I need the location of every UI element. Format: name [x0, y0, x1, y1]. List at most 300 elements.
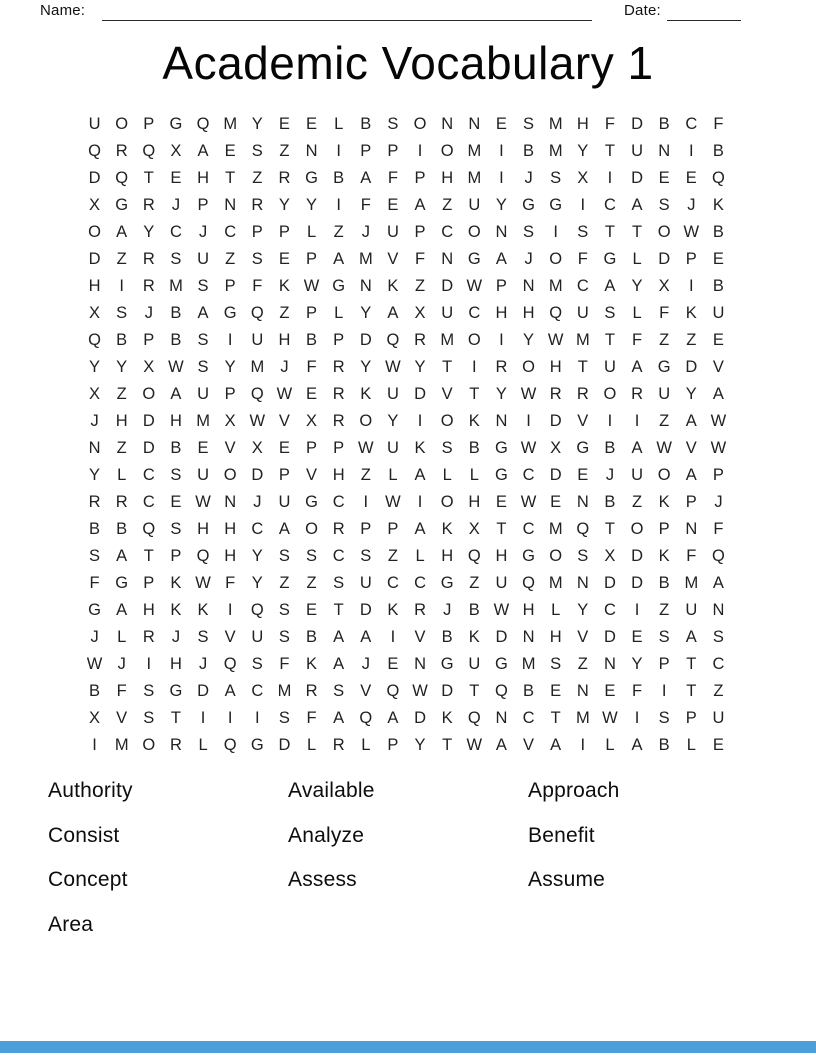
- grid-letter: E: [550, 682, 562, 700]
- grid-letter: H: [441, 169, 454, 187]
- grid-letter: L: [198, 736, 208, 754]
- grid-letter: P: [306, 439, 318, 457]
- grid-letter: L: [117, 466, 127, 484]
- grid-letter: M: [575, 709, 590, 727]
- grid-letter: G: [522, 547, 535, 565]
- grid-letter: H: [197, 169, 210, 187]
- grid-letter: N: [495, 223, 508, 241]
- grid-letter: R: [115, 493, 128, 511]
- grid-letter: H: [224, 547, 237, 565]
- grid-letter: U: [712, 304, 725, 322]
- grid-letter: I: [472, 358, 477, 376]
- grid-letter: I: [607, 169, 613, 187]
- grid-letter: M: [467, 169, 482, 187]
- grid-letter: M: [358, 250, 373, 268]
- grid-letter: W: [385, 358, 401, 376]
- grid-letter: Y: [495, 385, 507, 403]
- grid-letter: N: [685, 520, 698, 538]
- grid-letter: Q: [196, 547, 210, 565]
- grid-letter: A: [414, 466, 426, 484]
- grid-letter: I: [390, 628, 396, 646]
- grid-letter: X: [89, 304, 101, 322]
- grid-letter: P: [658, 655, 670, 673]
- grid-letter: Y: [224, 358, 236, 376]
- grid-letter: Q: [495, 682, 508, 700]
- word-list-item: Benefit: [528, 823, 595, 847]
- grid-letter: Z: [252, 169, 263, 187]
- grid-letter: U: [278, 493, 291, 511]
- grid-letter: I: [92, 736, 97, 754]
- grid-letter: B: [333, 169, 345, 187]
- grid-letter: S: [197, 277, 209, 295]
- grid-letter: C: [414, 574, 427, 592]
- grid-letter: E: [550, 493, 562, 511]
- grid-letter: L: [361, 736, 371, 754]
- grid-letter: A: [170, 385, 182, 403]
- grid-letter: A: [685, 412, 697, 430]
- grid-letter: M: [548, 277, 563, 295]
- grid-letter: Z: [659, 331, 670, 349]
- grid-letter: U: [386, 385, 399, 403]
- grid-letter: C: [603, 196, 616, 214]
- grid-letter: Q: [223, 655, 237, 673]
- grid-letter: D: [251, 466, 264, 484]
- grid-letter: E: [306, 385, 318, 403]
- grid-letter: A: [631, 736, 643, 754]
- grid-letter: E: [495, 493, 507, 511]
- grid-letter: P: [143, 115, 155, 133]
- grid-letter: P: [387, 520, 399, 538]
- grid-letter: B: [441, 628, 453, 646]
- grid-letter: M: [277, 682, 292, 700]
- grid-letter: B: [170, 331, 182, 349]
- grid-letter: S: [333, 574, 345, 592]
- grid-letter: G: [115, 196, 129, 214]
- grid-letter: F: [632, 331, 643, 349]
- grid-letter: G: [467, 250, 481, 268]
- word-list-column: [288, 779, 528, 913]
- grid-letter: Z: [659, 412, 670, 430]
- grid-letter: V: [278, 412, 290, 430]
- grid-letter: D: [142, 412, 155, 430]
- word-search-grid: [81, 111, 732, 759]
- grid-letter: D: [631, 574, 644, 592]
- grid-letter: B: [170, 439, 182, 457]
- grid-letter: T: [170, 709, 181, 727]
- grid-letter: E: [685, 169, 697, 187]
- grid-letter: S: [278, 628, 290, 646]
- grid-letter: U: [468, 196, 481, 214]
- grid-letter: P: [170, 547, 182, 565]
- grid-letter: S: [278, 547, 290, 565]
- grid-letter: J: [524, 169, 533, 187]
- grid-letter: S: [143, 682, 155, 700]
- grid-letter: R: [142, 628, 155, 646]
- grid-letter: Z: [387, 547, 398, 565]
- grid-letter: Q: [88, 142, 101, 160]
- grid-letter: E: [577, 466, 589, 484]
- grid-letter: D: [631, 169, 644, 187]
- grid-letter: L: [117, 628, 127, 646]
- grid-letter: K: [685, 304, 697, 322]
- grid-letter: A: [333, 655, 345, 673]
- grid-letter: F: [116, 682, 127, 700]
- grid-letter: U: [658, 385, 671, 403]
- grid-letter: V: [712, 358, 724, 376]
- grid-letter: P: [224, 385, 236, 403]
- grid-letter: G: [250, 736, 264, 754]
- grid-letter: G: [549, 196, 563, 214]
- grid-letter: B: [523, 682, 535, 700]
- grid-letter: D: [142, 439, 155, 457]
- grid-letter: T: [143, 547, 154, 565]
- grid-letter: S: [143, 709, 155, 727]
- grid-letter: M: [440, 331, 455, 349]
- grid-letter: U: [386, 439, 399, 457]
- grid-letter: I: [580, 196, 586, 214]
- grid-letter: X: [468, 520, 480, 538]
- grid-letter: C: [522, 709, 535, 727]
- grid-letter: A: [712, 574, 724, 592]
- grid-letter: N: [576, 493, 589, 511]
- grid-letter: H: [142, 601, 155, 619]
- grid-letter: R: [414, 601, 427, 619]
- grid-letter: V: [685, 439, 697, 457]
- grid-letter: O: [467, 223, 481, 241]
- grid-letter: X: [89, 196, 101, 214]
- grid-letter: E: [712, 736, 724, 754]
- grid-letter: H: [549, 358, 562, 376]
- grid-letter: W: [656, 439, 672, 457]
- grid-letter: S: [577, 547, 589, 565]
- grid-letter: I: [336, 196, 341, 214]
- grid-letter: T: [604, 331, 615, 349]
- grid-letter: G: [169, 115, 183, 133]
- grid-letter: S: [387, 115, 399, 133]
- grid-letter: N: [522, 277, 535, 295]
- grid-letter: T: [143, 169, 154, 187]
- grid-letter: B: [306, 628, 318, 646]
- grid-letter: G: [440, 574, 454, 592]
- grid-letter: O: [223, 466, 237, 484]
- grid-letter: A: [550, 736, 562, 754]
- grid-letter: T: [225, 169, 236, 187]
- grid-letter: E: [712, 250, 724, 268]
- grid-letter: A: [116, 547, 128, 565]
- grid-letter: U: [386, 223, 399, 241]
- grid-letter: Z: [577, 655, 588, 673]
- grid-letter: D: [685, 358, 698, 376]
- grid-letter: D: [658, 250, 671, 268]
- grid-letter: Z: [333, 223, 344, 241]
- grid-letter: Y: [278, 196, 290, 214]
- grid-letter: P: [685, 709, 697, 727]
- grid-letter: Q: [712, 169, 725, 187]
- grid-letter: N: [468, 115, 481, 133]
- grid-letter: W: [412, 682, 428, 700]
- grid-letter: A: [495, 250, 507, 268]
- grid-letter: R: [332, 736, 345, 754]
- grid-letter: S: [360, 547, 372, 565]
- grid-letter: Q: [467, 709, 481, 727]
- grid-letter: G: [169, 682, 183, 700]
- grid-letter: Y: [577, 142, 589, 160]
- grid-letter: A: [116, 601, 128, 619]
- name-blank-line: [102, 20, 592, 21]
- grid-letter: F: [306, 709, 317, 727]
- grid-letter: W: [547, 331, 564, 349]
- grid-letter: O: [440, 142, 454, 160]
- grid-letter: I: [499, 142, 504, 160]
- grid-letter: D: [359, 601, 372, 619]
- grid-letter: E: [306, 601, 318, 619]
- grid-letter: H: [576, 115, 589, 133]
- grid-letter: O: [467, 331, 481, 349]
- grid-letter: M: [548, 115, 563, 133]
- grid-letter: A: [278, 520, 290, 538]
- grid-letter: Y: [251, 115, 263, 133]
- grid-letter: G: [495, 466, 508, 484]
- grid-letter: I: [607, 412, 613, 430]
- grid-letter: E: [658, 169, 670, 187]
- grid-letter: C: [142, 466, 155, 484]
- grid-letter: S: [197, 331, 209, 349]
- grid-letter: X: [89, 385, 101, 403]
- grid-letter: W: [385, 493, 401, 511]
- grid-letter: S: [197, 358, 209, 376]
- grid-letter: B: [170, 304, 182, 322]
- grid-letter: T: [333, 601, 344, 619]
- grid-letter: G: [115, 574, 129, 592]
- grid-letter: U: [441, 304, 454, 322]
- grid-letter: B: [604, 493, 616, 511]
- grid-letter: N: [658, 142, 671, 160]
- word-list-item: Approach: [528, 779, 620, 802]
- grid-letter: P: [712, 466, 724, 484]
- grid-letter: N: [522, 628, 535, 646]
- grid-letter: F: [306, 358, 317, 376]
- grid-letter: A: [333, 250, 345, 268]
- grid-letter: V: [523, 736, 535, 754]
- grid-letter: N: [495, 412, 508, 430]
- grid-letter: Q: [386, 682, 400, 700]
- grid-letter: Y: [306, 196, 318, 214]
- grid-letter: A: [631, 439, 643, 457]
- grid-letter: Q: [250, 385, 264, 403]
- grid-letter: K: [387, 601, 399, 619]
- grid-letter: C: [603, 601, 616, 619]
- grid-letter: I: [227, 601, 233, 619]
- grid-letter: M: [684, 574, 699, 592]
- grid-letter: D: [278, 736, 291, 754]
- grid-letter: A: [631, 196, 643, 214]
- grid-letter: W: [86, 655, 103, 673]
- grid-letter: W: [358, 439, 374, 457]
- grid-letter: E: [712, 331, 724, 349]
- grid-letter: H: [197, 520, 210, 538]
- grid-letter: A: [387, 304, 399, 322]
- grid-letter: W: [520, 439, 537, 457]
- grid-letter: I: [336, 142, 341, 160]
- grid-letter: L: [334, 115, 344, 133]
- grid-letter: C: [441, 223, 454, 241]
- grid-letter: P: [387, 736, 399, 754]
- grid-letter: I: [119, 277, 124, 295]
- grid-letter: Q: [359, 709, 373, 727]
- grid-letter: S: [658, 709, 670, 727]
- grid-letter: O: [549, 250, 563, 268]
- grid-letter: I: [146, 655, 152, 673]
- grid-letter: V: [224, 439, 236, 457]
- word-list-item: Consist: [48, 823, 120, 847]
- grid-letter: T: [604, 142, 615, 160]
- grid-letter: S: [550, 169, 562, 187]
- grid-letter: F: [387, 169, 398, 187]
- grid-letter: B: [523, 142, 535, 160]
- grid-letter: M: [548, 520, 563, 538]
- footer-accent-bar: [0, 1041, 816, 1053]
- grid-letter: R: [115, 142, 128, 160]
- grid-letter: H: [522, 601, 535, 619]
- grid-letter: H: [169, 412, 182, 430]
- grid-letter: W: [195, 574, 211, 592]
- grid-letter: Z: [225, 250, 236, 268]
- grid-letter: M: [196, 412, 210, 430]
- grid-letter: Z: [116, 250, 127, 268]
- grid-letter: T: [550, 709, 561, 727]
- grid-letter: U: [251, 331, 264, 349]
- grid-letter: A: [495, 736, 507, 754]
- date-blank-line: [667, 20, 741, 21]
- grid-letter: J: [361, 655, 370, 673]
- grid-letter: M: [114, 736, 129, 754]
- grid-letter: B: [116, 520, 128, 538]
- grid-letter: S: [197, 628, 209, 646]
- grid-letter: T: [686, 655, 697, 673]
- grid-letter: C: [332, 547, 345, 565]
- grid-letter: I: [200, 709, 206, 727]
- grid-letter: I: [689, 142, 694, 160]
- grid-letter: M: [548, 142, 563, 160]
- grid-letter: L: [415, 547, 425, 565]
- grid-letter: A: [387, 709, 399, 727]
- grid-letter: X: [658, 277, 670, 295]
- grid-letter: Y: [89, 466, 101, 484]
- grid-letter: Q: [142, 142, 156, 160]
- grid-letter: N: [441, 250, 454, 268]
- grid-letter: Q: [522, 574, 535, 592]
- grid-letter: Z: [659, 601, 670, 619]
- grid-letter: C: [522, 466, 535, 484]
- grid-letter: M: [169, 277, 183, 295]
- grid-letter: S: [278, 601, 290, 619]
- grid-letter: A: [631, 358, 643, 376]
- grid-letter: A: [360, 169, 372, 187]
- grid-letter: J: [144, 304, 153, 322]
- grid-letter: K: [441, 709, 453, 727]
- grid-letter: H: [88, 277, 101, 295]
- grid-letter: X: [170, 142, 182, 160]
- grid-letter: B: [604, 439, 616, 457]
- grid-letter: W: [168, 358, 184, 376]
- date-label: Date:: [624, 2, 661, 19]
- grid-letter: A: [333, 628, 345, 646]
- page-title: Academic Vocabulary 1: [162, 37, 654, 89]
- grid-letter: G: [576, 439, 590, 457]
- grid-letter: Z: [279, 574, 290, 592]
- grid-letter: F: [713, 115, 724, 133]
- grid-letter: N: [305, 142, 318, 160]
- grid-letter: H: [522, 304, 535, 322]
- grid-letter: J: [198, 655, 208, 673]
- grid-letter: Z: [279, 304, 290, 322]
- grid-letter: X: [224, 412, 236, 430]
- grid-letter: K: [468, 628, 480, 646]
- grid-letter: F: [252, 277, 263, 295]
- grid-letter: O: [88, 223, 101, 241]
- grid-letter: P: [333, 331, 345, 349]
- grid-letter: D: [549, 466, 562, 484]
- grid-letter: I: [526, 412, 531, 430]
- grid-letter: L: [442, 466, 452, 484]
- grid-letter: I: [499, 331, 504, 349]
- grid-letter: A: [414, 520, 426, 538]
- grid-letter: Y: [414, 358, 426, 376]
- grid-letter: O: [440, 412, 454, 430]
- grid-letter: F: [225, 574, 236, 592]
- grid-letter: V: [414, 628, 426, 646]
- grid-letter: K: [658, 547, 670, 565]
- grid-letter: F: [686, 547, 697, 565]
- grid-letter: G: [522, 196, 535, 214]
- grid-letter: K: [712, 196, 724, 214]
- grid-letter: J: [117, 655, 126, 673]
- grid-letter: R: [142, 250, 155, 268]
- word-list-item: Authority: [48, 779, 133, 802]
- grid-letter: I: [417, 142, 423, 160]
- grid-letter: N: [414, 655, 427, 673]
- grid-letter: W: [466, 736, 483, 754]
- grid-letter: G: [603, 250, 617, 268]
- grid-letter: P: [360, 520, 372, 538]
- grid-letter: F: [415, 250, 426, 268]
- grid-letter: P: [306, 250, 318, 268]
- grid-letter: S: [577, 223, 589, 241]
- grid-letter: S: [604, 304, 616, 322]
- grid-letter: L: [551, 601, 561, 619]
- grid-letter: K: [658, 493, 670, 511]
- grid-letter: R: [251, 196, 264, 214]
- grid-letter: S: [658, 196, 670, 214]
- grid-letter: Y: [577, 601, 589, 619]
- grid-letter: R: [549, 385, 562, 403]
- grid-letter: S: [251, 655, 263, 673]
- grid-letter: W: [249, 412, 266, 430]
- grid-letter: O: [440, 493, 454, 511]
- grid-letter: Q: [467, 547, 481, 565]
- grid-letter: N: [495, 709, 508, 727]
- grid-letter: U: [631, 142, 644, 160]
- grid-letter: Y: [414, 736, 426, 754]
- grid-letter: F: [89, 574, 100, 592]
- grid-letter: P: [224, 277, 236, 295]
- grid-letter: H: [278, 331, 291, 349]
- grid-letter: E: [387, 655, 399, 673]
- grid-letter: K: [360, 385, 372, 403]
- grid-letter: C: [224, 223, 237, 241]
- grid-letter: L: [605, 736, 615, 754]
- grid-letter: Z: [116, 385, 127, 403]
